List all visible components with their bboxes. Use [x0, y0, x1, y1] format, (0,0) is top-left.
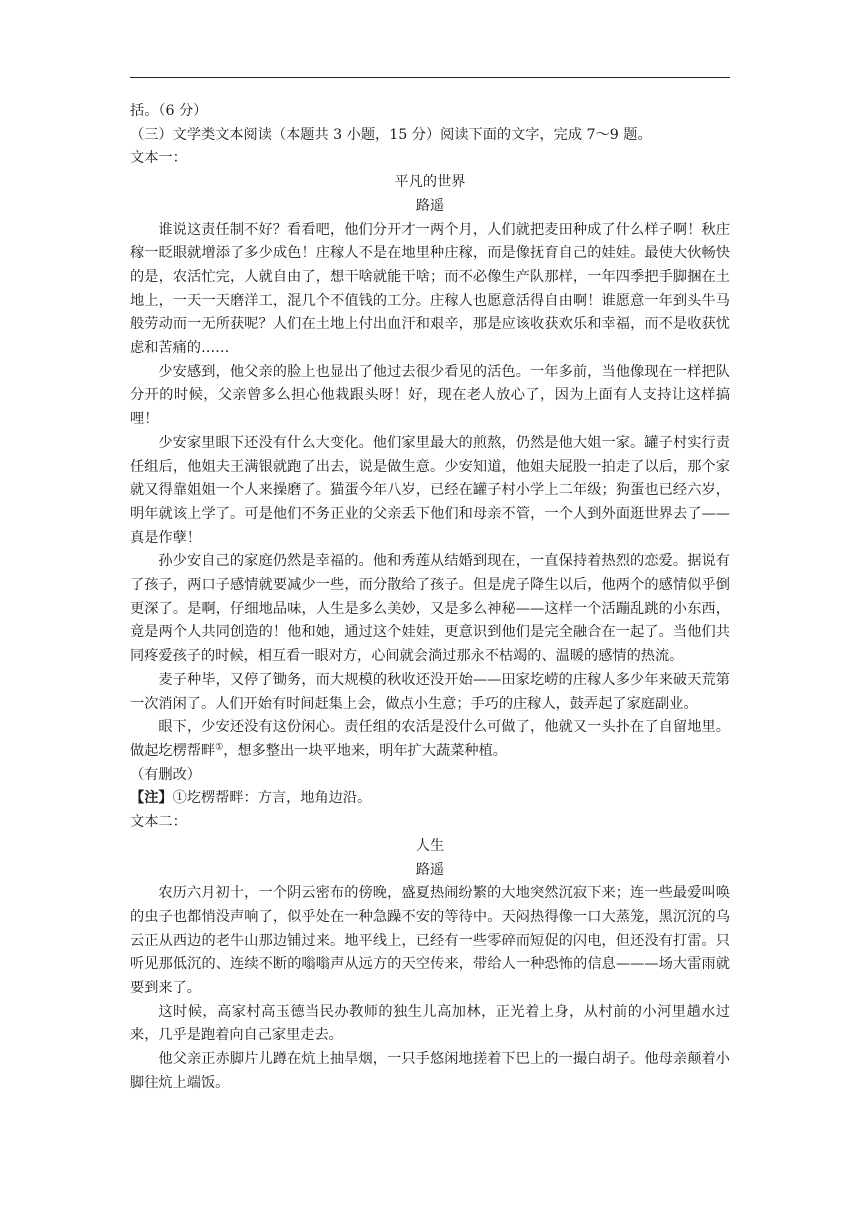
text2-label: 文本二： — [130, 814, 187, 831]
intro-line-1: 括。（6 分） — [130, 103, 208, 119]
document-page — [130, 100, 730, 1096]
footnote-label: 【注】 — [130, 790, 173, 807]
text1-paragraph-6 — [130, 716, 730, 763]
text2-title: 人生 — [415, 837, 445, 854]
text1-author: 路遥 — [415, 197, 445, 214]
text2-paragraph-2: 这时候，高家村高玉德当民办教师的独生儿高加林，正光着上身，从村前的小河里趟水过来，几乎是跑着向自己家里走去。 — [130, 1003, 730, 1044]
text1-paragraph-1: 谁说这责任制不好？看看吧，他们分开才一两个月，人们就把麦田种成了什么样子啊！秋庄稼一眨眼就增添了多少成色！庄稼人不是在地里种庄稼，而是像抚育自己的娃娃。最使大伙畅快的是，农活忙完，人就自由了，想干啥就能干啥；而不必像生产队那样，一年四季把手脚捆在土地上，一天一天磨洋工，混几个不值钱的工分。庄稼人也愿意活得自由啊！谁愿意一年到头牛马般劳动而一无所获呢？人们在土地上付出血汗和艰辛，那是应该收获欢乐和幸福，而不是收获忧虑和苦痛的…… — [130, 221, 730, 357]
text1-paragraph-4: 孙少安自己的家庭仍然是幸福的。他和秀莲从结婚到现在，一直保持着热烈的恋爱。据说有了孩子，两口子感情就要减少一些，而分散给了孩子。但是虎子降生以后，他两个的感情似乎倒更深了。是啊，仔细地品味，人生是多么美妙，又是多么神秘——这样一个活蹦乱跳的小东西，竟是两个人共同创造的！他和她，通过这个娃娃，更意识到他们是完全融合在一起了。当他们共同疼爱孩子的时候，相互看一眼对方，心间就会淌过那永不枯竭的、温暖的感情的热流。 — [130, 553, 730, 665]
text2-author: 路遥 — [415, 861, 445, 878]
text1-paragraph-6-part-a: 眼下，少安还没有这份闲心。责任组的农活是没什么可做了，他就又一头扑在了自留地里。做起圪楞帮畔 — [130, 719, 730, 759]
text1-paragraph-6-part-b: ，想多整出一块平地来，明年扩大蔬菜种植。 — [223, 742, 507, 759]
section-heading: （三）文学类文本阅读（本题共 3 小题，15 分）阅读下面的文字，完成 7～9 题。 — [130, 126, 652, 143]
footnote — [130, 787, 730, 811]
text2-paragraph-3: 他父亲正赤脚片儿蹲在炕上抽旱烟，一只手悠闲地搓着下巴上的一撮白胡子。他母亲颠着小脚往炕上端饭。 — [130, 1051, 730, 1091]
text1-paragraph-2: 少安感到，他父亲的脸上也显出了他过去很少看见的活色。一年多前，当他像现在一样把队分开的时候，父亲曾多么担心他栽跟头呀！好，现在老人放心了，因为上面有人支持让这样搞哩！ — [130, 363, 730, 428]
edit-note: （有删改） — [130, 766, 201, 783]
text1-paragraph-3: 少安家里眼下还没有什么大变化。他们家里最大的煎熬，仍然是他大姐一家。罐子村实行责任组后，他姐夫王满银就跑了出去，说是做生意。少安知道，他姐夫屁股一拍走了以后，那个家就又得靠姐姐一个人来操磨了。猫蛋今年八岁，已经在罐子村小学上二年级；狗蛋也已经六岁，明年就该上学了。可是他们不务正业的父亲丢下他们和母亲不管，一个人到外面逛世界去了——真是作孽！ — [130, 434, 730, 546]
text1-label: 文本一： — [130, 150, 187, 167]
text1-paragraph-5: 麦子种毕，又停了锄务，而大规模的秋收还没开始——田家圪崂的庄稼人多少年来破天荒第一次消闲了。人们开始有时间赶集上会，做点小生意；手巧的庄稼人，鼓弄起了家庭副业。 — [130, 671, 730, 712]
text2-paragraph-1: 农历六月初十，一个阴云密布的傍晚，盛夏热闹纷繁的大地突然沉寂下来；连一些最爱叫唤的虫子也都悄没声响了，似乎处在一种急躁不安的等待中。天闷热得像一口大蒸笼，黑沉沉的乌云正从西边的老牛山那边铺过来。地平线上，已经有一些零碎而短促的闪电，但还没有打雷。只听见那低沉的、连续不断的嗡嗡声从远方的天空传来，带给人一种恐怖的信息———场大雷雨就要到来了。 — [130, 885, 730, 997]
footnote-marker: ① — [215, 742, 224, 753]
header-rule — [130, 77, 730, 78]
footnote-text: ①圪楞帮畔：方言，地角边沿。 — [172, 790, 372, 807]
text1-title: 平凡的世界 — [394, 174, 466, 191]
